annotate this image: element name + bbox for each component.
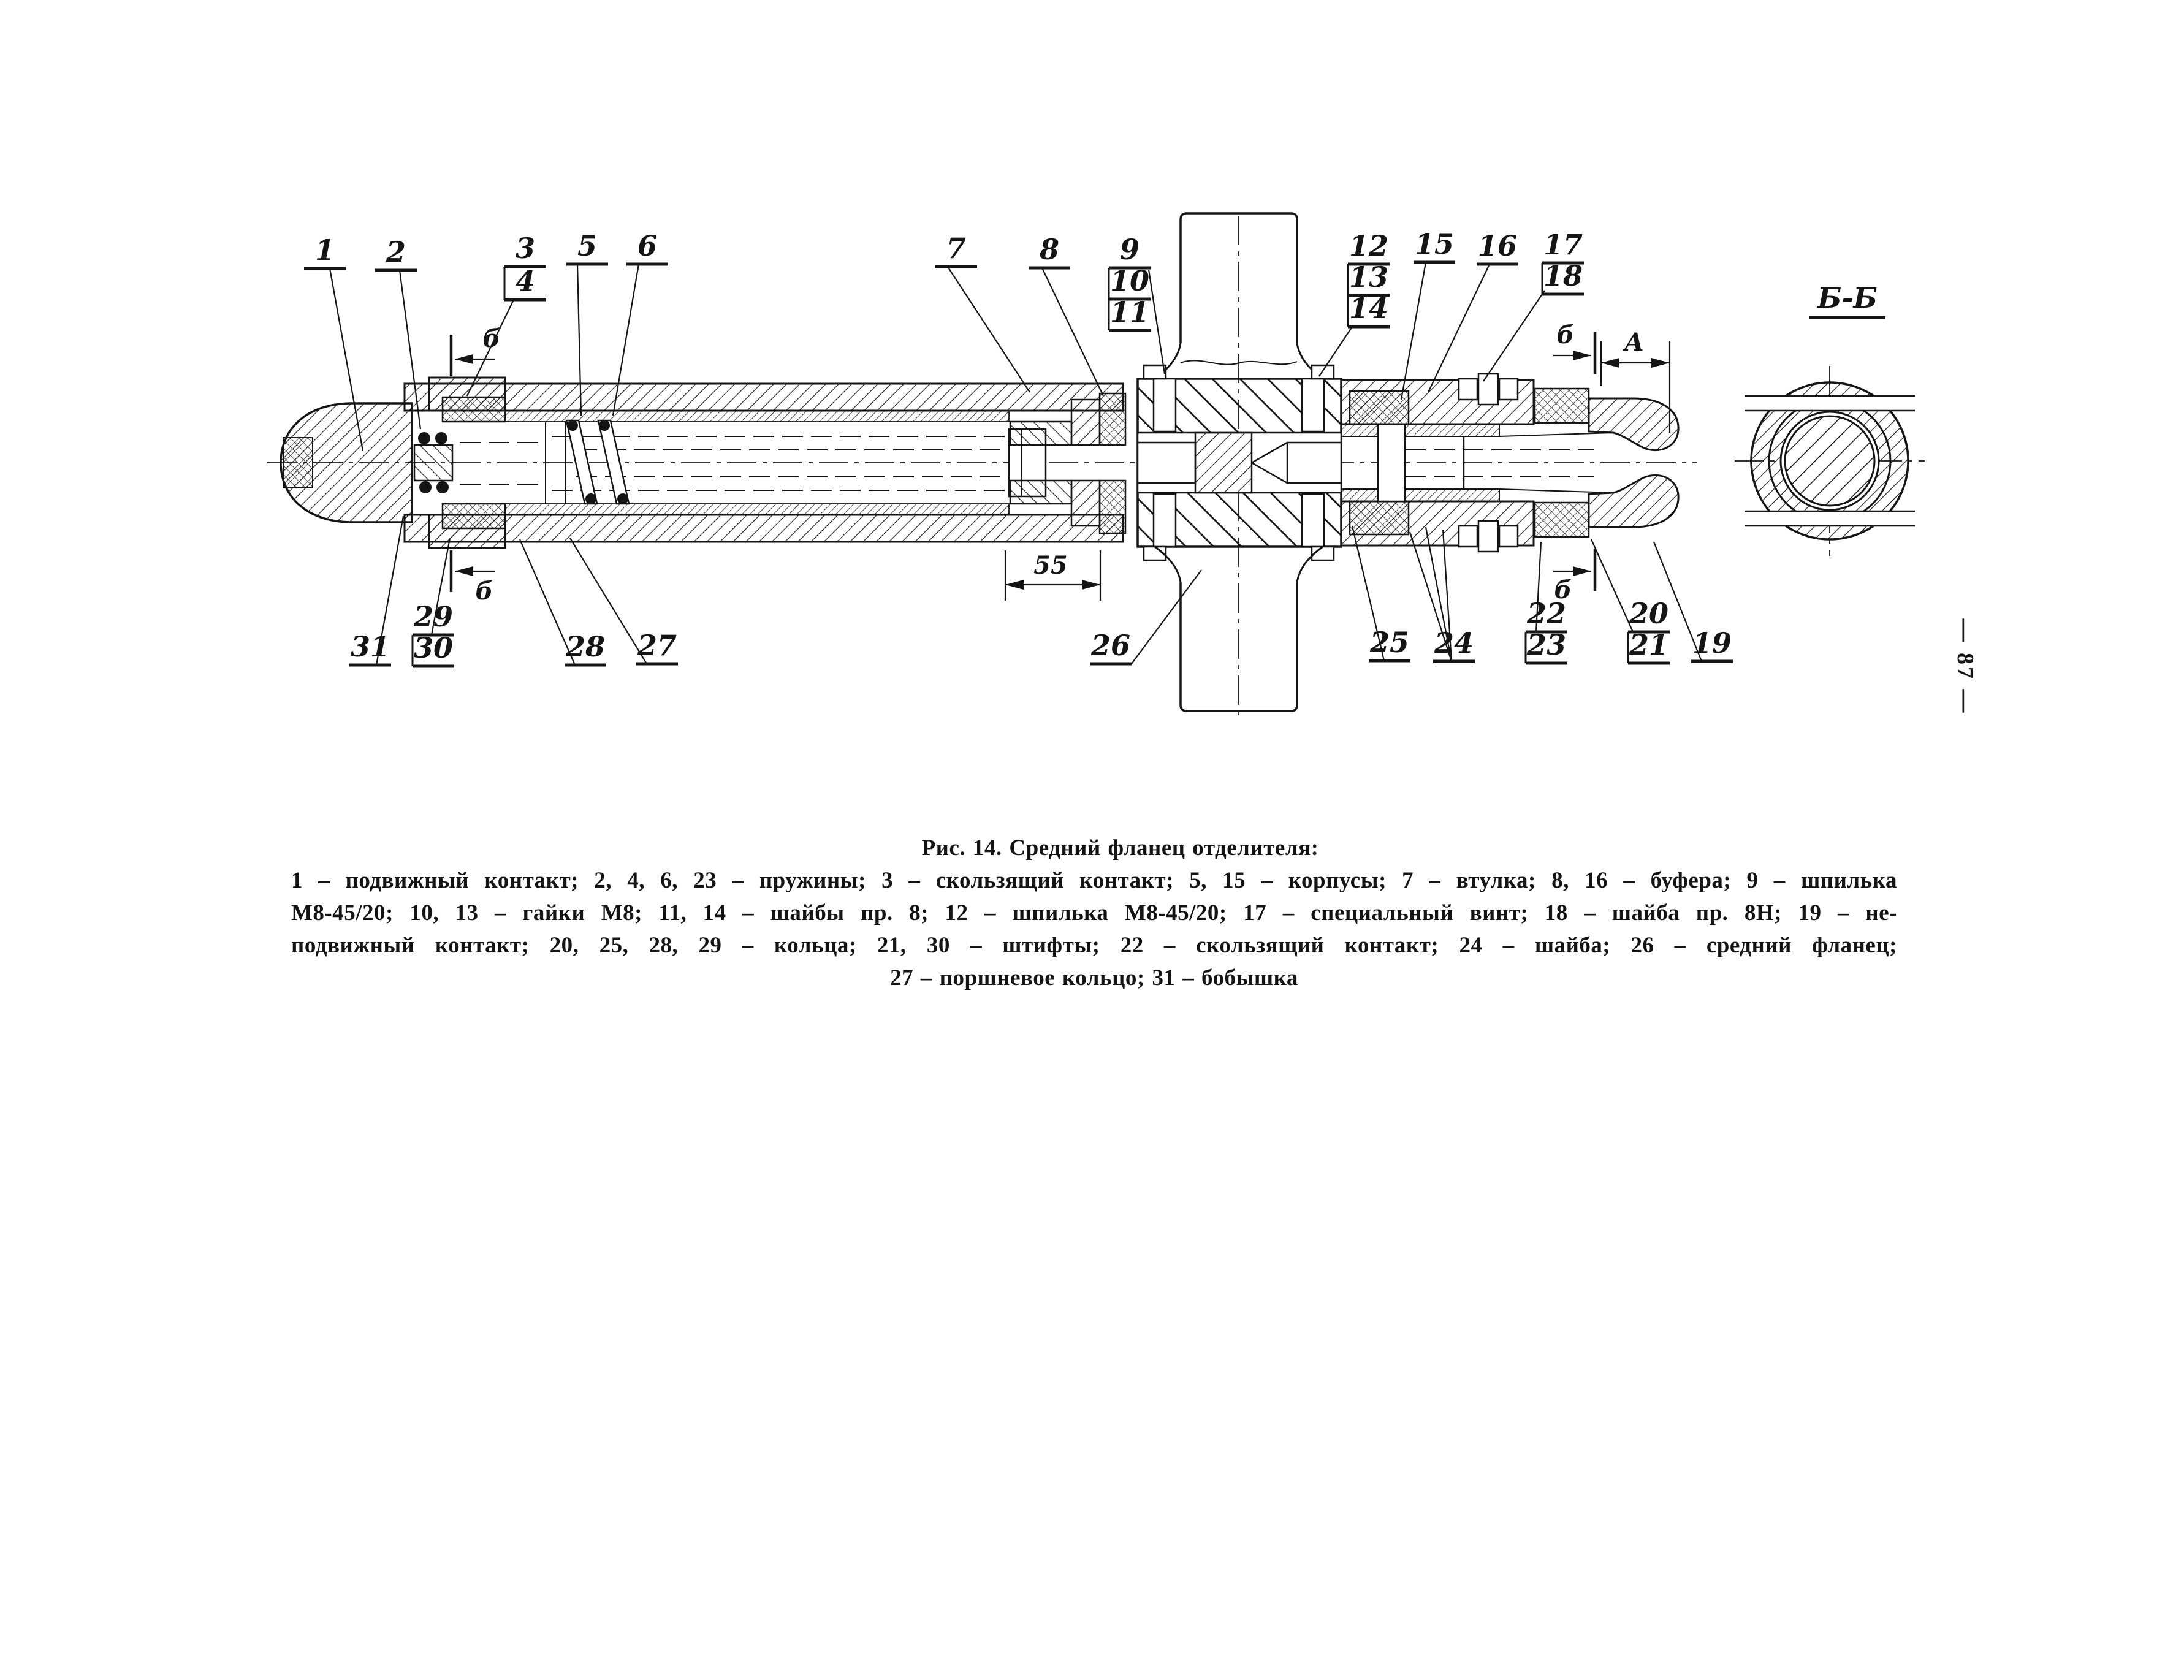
callout-label-20: 20	[1629, 597, 1669, 630]
legend-line-1: 1 – подвижный контакт; 2, 4, 6, 23 – пружины; 3 – скользящий контакт; 5, 15 – корпусы; 7 – втулка; 8, 16 – буфера; 9 – шпилька	[291, 868, 1897, 893]
callout-label-4: 4	[515, 265, 536, 298]
washer-left	[1459, 379, 1477, 400]
callout-label-12: 12	[1349, 229, 1389, 262]
callout-label-25: 25	[1369, 626, 1410, 659]
buffer-right-top	[1535, 389, 1589, 423]
callout-label-22: 22	[1526, 597, 1567, 630]
callout-label-15: 15	[1414, 227, 1455, 260]
callout-label-2: 2	[386, 235, 406, 268]
dimension-label-A: A	[1624, 328, 1644, 357]
stud-nut-right-top	[1312, 365, 1334, 379]
page-number: — 87 —	[1952, 618, 1978, 715]
sliding-contact-liner-bottom	[505, 504, 1009, 515]
middle-flange	[1138, 213, 1341, 711]
callout-label-11: 11	[1109, 295, 1150, 329]
legend-line-4: 27 – поршневое кольцо; 31 – бобышка	[890, 965, 1298, 990]
section-view-title: Б-Б	[1817, 281, 1878, 314]
callout-label-28: 28	[565, 630, 606, 663]
callout-label-31: 31	[350, 630, 390, 663]
callout-label-13: 13	[1349, 260, 1389, 294]
legend-line-3: подвижный контакт; 20, 25, 28, 29 – кольца; 21, 30 – штифты; 22 – скользящий контакт; 24 – шайба; 26 – средний фланец;	[291, 933, 1897, 958]
special-screw	[1478, 374, 1498, 405]
section-plane-label: б	[475, 577, 493, 606]
callout-label-24: 24	[1434, 626, 1474, 659]
sleeve-and-buffer	[1009, 393, 1125, 533]
washer-right	[1499, 379, 1518, 400]
sliding-contact-holder	[1378, 424, 1405, 501]
section-view-circle	[1745, 382, 1915, 539]
callout-label-26: 26	[1090, 629, 1131, 662]
callout-label-5: 5	[577, 229, 598, 262]
movable-contact-cap	[281, 403, 412, 522]
callout-label-7: 7	[946, 232, 967, 265]
callout-label-23: 23	[1526, 628, 1567, 661]
section-plane-label: б	[1554, 576, 1572, 604]
dimension-label-55: 55	[1033, 551, 1068, 580]
callout-label-3: 3	[515, 232, 536, 265]
callout-label-29: 29	[413, 600, 454, 633]
section-plane-label: б	[1556, 321, 1575, 349]
figure-caption-heading: Рис. 14. Средний фланец отделителя:	[921, 835, 1319, 861]
seal-ring-top	[443, 397, 505, 422]
legend-line-2: М8-45/20; 10, 13 – гайки М8; 11, 14 – шайбы пр. 8; 12 – шпилька М8-45/20; 17 – специальный винт; 18 – шайба пр. 8Н; 19 – не-	[291, 900, 1897, 926]
springs	[566, 420, 629, 504]
stud-nut-left-top	[1144, 365, 1166, 379]
callout-label-14: 14	[1349, 292, 1389, 325]
callout-label-27: 27	[637, 629, 677, 662]
seal-ring-bottom	[443, 504, 505, 528]
section-plane-label: б	[482, 324, 501, 353]
callout-label-8: 8	[1039, 233, 1060, 266]
callout-label-17: 17	[1543, 228, 1583, 261]
callout-label-6: 6	[637, 229, 658, 262]
callout-label-9: 9	[1119, 233, 1140, 266]
callout-label-21: 21	[1629, 628, 1669, 661]
callout-label-10: 10	[1109, 264, 1150, 297]
callout-label-18: 18	[1543, 259, 1583, 292]
callout-label-1: 1	[314, 234, 335, 267]
callout-label-16: 16	[1477, 229, 1518, 262]
callout-label-30: 30	[413, 631, 454, 664]
buffer-right-bottom	[1535, 503, 1589, 537]
figure-caption	[291, 832, 1897, 994]
callout-label-19: 19	[1692, 626, 1732, 659]
